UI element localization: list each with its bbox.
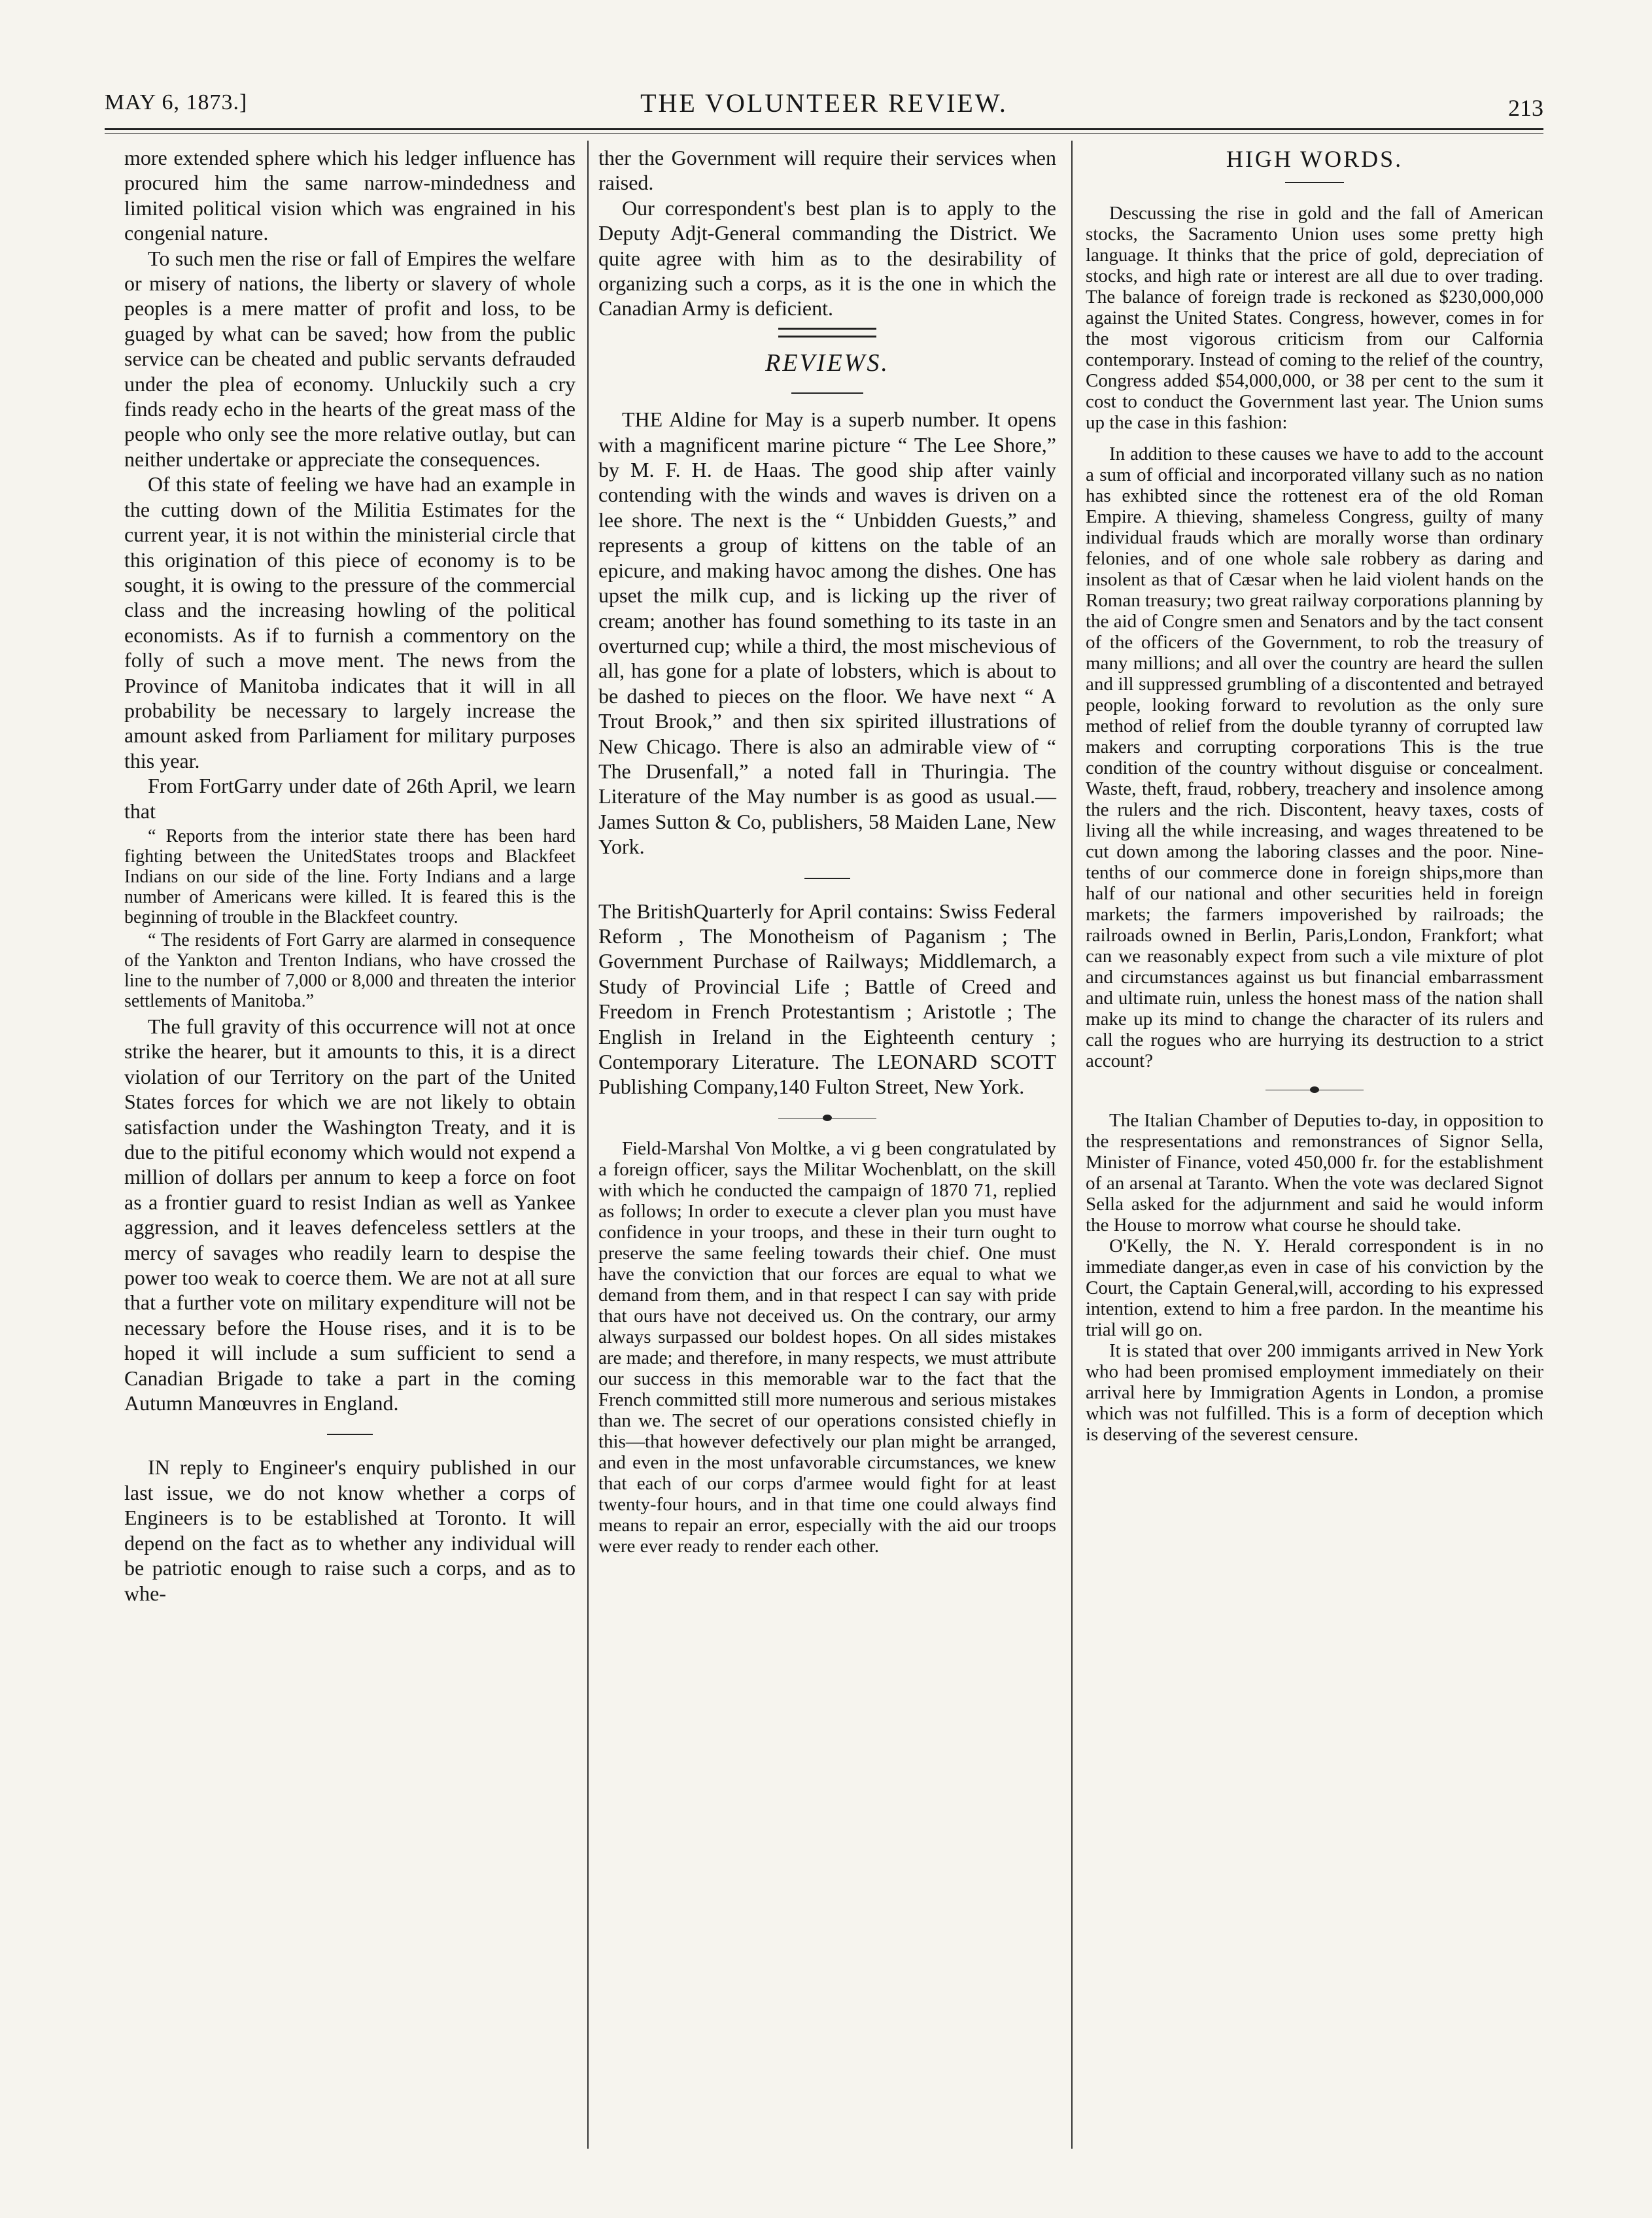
reviews-ornament [598, 328, 1056, 338]
col1-paragraph-1: more extended sphere which his ledger influence has procured him the same narrow-mindedness and limited political vision which was engrained in his congenial nature. [124, 146, 576, 245]
col2-paragraph-2: Our correspondent's best plan is to apply to the Deputy Adjt-General commanding the District. We quite agree with him as to the desirability of organizing such a corps, as it is the one in which the Canadian Army is deficient. [598, 196, 1056, 321]
col1-paragraph-5: The full gravity of this occurrence will not at once strike the hearer, but it amounts to this, it is a direct violation of our Territory on the part of the United States forces for which we are not likely to obtain satisfaction under the Washington Treaty, and it is due to the pitiful economy which would not expend a million of dollars per annum to keep a force on foot as a frontier guard to resist Indian as well as Yankee aggression, and it leaves defenceless settlers at the mercy of savages who readily learn to despise the power too weak to coerce them. We are not at all sure that a further vote on military expenditure will not be necessary before the House rises, and it is to be hoped it will include a sum sufficient to send a Canadian Brigade to take a part in the coming Autumn Manœuvres in England. [124, 1014, 576, 1415]
column-divider-2 [1071, 141, 1073, 2149]
col3-paragraph-2: In addition to these causes we have to add to the account a sum of official and incorporated villany such as no nation has exhibted since the rottenest era of the old Roman Empire. A thieving, shameless Congress, guilty of many individual frauds which are morally worse than ordinary felonies, and of one whole sale robbery as daring and insolent as that of Cæsar when he laid violent hands on the Roman treasury; two great railway corporations planning by the aid of Congre smen and Senators and by the tact consent of the officers of the Government, to rob the treasury of many millions; and all over the country are heard the sullen and ill suppressed grumbling of a discontented and betrayed people, looking forward to revolution as the only sure method of relief from the double tyranny of corrupted law makers and corrupting corporations This is the true condition of the country without disguise or concealment. Waste, theft, fraud, robbery, treachery and insolence among the rulers and the rich. Discontent, heavy taxes, costs of living all the while increasing, and wages threatened to be cut down among the laboring classes and the poor. Nine-tenths of our commerce done in foreign ships,more than half of our national and other securities held in foreign markets; the farmers impoverished by railroads; the railroads owned in Berlin, Paris,London, Frankfort; what can we reasonably expect from such a vile mixture of plot and circumstances against us but financial embarrassment and ultimate ruin, unless the honest mass of the nation shall make up its mind to change the character of its rulers and call the rogues who are hurrying its destruction to a strict account? [1086, 443, 1543, 1072]
page-header [105, 88, 1543, 127]
col2-paragraph-1: ther the Government will require their services when raised. [598, 146, 1056, 195]
column-3 [1086, 145, 1543, 1445]
col2-paragraph-5: Field-Marshal Von Moltke, a vi g been congratulated by a foreign officer, says the Militar Wochenblatt, on the skill with which he conducted the campaign of 1870 71, replied as follows; In order to execute a clever plan you must have confidence in your troops, and these in their turn ought to preserve the same feeling towards their chief. One must have the conviction that our forces are equal to what we demand from them, and in that respect I can say with pride that ours have not deceived us. On the contrary, our army always surpassed our boldest hopes. On all sides mistakes are made; and therefore, in many respects, we must attribute our success in this memorable war to the fact that the French committed still more numerous and serious mistakes than we. The secret of our operations consisted chiefly in this—that however defectively our plan might be arranged, and even in the most unfavorable circumstances, we knew that each of our corps d'armee would fight for at least twenty-four hours, and in that time one could always find means to repair an error, especially with the aid our troops were ever ready to render each other. [598, 1137, 1056, 1557]
column-divider-1 [587, 141, 589, 2149]
reviews-heading: REVIEWS. [765, 349, 889, 377]
issue-date: MAY 6, 1873.] [105, 90, 248, 114]
col1-paragraph-6: IN reply to Engineer's enquiry published in our last issue, we do not know whether a corps of Engineers is to be established at Toronto. It will depend on the fact as to whether any individual will be patriotic enough to raise such a corps, and as to whe- [124, 1455, 576, 1605]
header-rule-thin [105, 133, 1543, 134]
high-words-heading: HIGH WORDS. [1226, 146, 1403, 172]
col1-quote-1: “ Reports from the interior state there has been hard fighting between the UnitedStates troops and Blackfeet Indians on our side of the line. Forty Indians and a large number of Americans were killed. It is feared this is the beginning of trouble in the Blackfeet country. [124, 825, 576, 927]
publication-title: THE VOLUNTEER REVIEW. [640, 88, 1008, 118]
col1-paragraph-3: Of this state of feeling we have had an example in the cutting down of the Militia Estimates for the current year, it is not within the ministerial circle that this origination of this piece of economy is to be sought, it is owing to the pressure of the commercial class and the increasing howling of the political economists. As if to furnish a commentory on the folly of such a move ment. The news from the Province of Manitoba indicates that it will in all probability be necessary to largely increase the amount asked from Parliament for military purposes this year. [124, 472, 576, 772]
column-2 [598, 145, 1056, 1557]
col3-paragraph-3: The Italian Chamber of Deputies to-day, in opposition to the respresentations and remonstrances of Signor Sella, Minister of Finance, voted 450,000 fr. for the establishment of an arsenal at Taranto. When the vote was declared Signot Sella asked for the adjurnment and said he would inform the House to morrow what course he should take. [1086, 1110, 1543, 1236]
col1-paragraph-4: From FortGarry under date of 26th April, we learn that [124, 774, 576, 823]
col3-paragraph-1: Descussing the rise in gold and the fall of American stocks, the Sacramento Union uses some pretty high language. It thinks that the price of gold, depreciation of stocks, and high rate or interest are all due to over trading. The balance of foreign trade is reckoned as $230,000,000 against the United States. Congress, however, comes in for the most vigorous criticism from our Calfornia contemporary. Instead of coming to the relief of the country, Congress added $54,000,000, or 38 per cent to the sum it cost to conduct the Government last year. The Union sums up the case in this fashion: [1086, 203, 1543, 434]
col1-quote-2: “ The residents of Fort Garry are alarmed in consequence of the Yankton and Trenton Indians, who have crossed the line to the number of 7,000 or 8,000 and threaten the interior settlements of Manitoba.” [124, 929, 576, 1011]
reviews-rule [598, 392, 1056, 394]
section-separator [327, 1434, 373, 1435]
col1-paragraph-2: To such men the rise or fall of Empires the welfare or misery of nations, the liberty or slavery of whole peoples is a mere matter of profit and loss, to be guaged by what can be saved; how from the public service can be cheated and public servants defrauded under the plea of economy. Unluckily such a cry finds ready echo in the hearts of the great mass of the people who only see the more relative outlay, but can neither undertake or appreciate the consequences. [124, 246, 576, 471]
column-1 [124, 145, 576, 1606]
section-separator [804, 878, 850, 879]
col2-paragraph-3: THE Aldine for May is a superb number. It opens with a magnificent marine picture “ The Lee Shore,” by M. F. H. de Haas. The good ship after vainly contending with the winds and waves is driven on a lee shore. The next is the “ Unbidden Guests,” and represents a group of kittens on the table of an epicure, and making havoc among the dishes. One has upset the milk cup, and is licking up the river of cream; another has found something to its taste in an overturned cup; while a third, the most mischevious of all, has gone for a plate of lobsters, which is about to be dashed to pieces on the floor. We have next “ A Trout Brook,” and then six spirited illustrations of New Chicago. There is also an admirable view of “ The Drusenfall,” a noted fall in Thuringia. The Literature of the May number is as good as usual.—James Sutton & Co, publishers, 58 Maiden Lane, New York. [598, 407, 1056, 859]
heading-rule [1285, 182, 1344, 183]
col3-paragraph-4: O'Kelly, the N. Y. Herald correspondent is in no immediate danger,as even in case of his conviction by the Court, the Captain General,will, according to his expressed intention, extend to him a free pardon. In the meantime his trial will go on. [1086, 1236, 1543, 1341]
col3-paragraph-5: It is stated that over 200 immigants arrived in New York who had been promised employment immediately on their arrival here by Immigration Agents in London, a promise which was not fulfilled. This is a form of deception which is deserving of the severest censure. [1086, 1340, 1543, 1446]
col2-paragraph-4: The BritishQuarterly for April contains: Swiss Federal Reform , The Monotheism of Paganism ; The Government Purchase of Railways; Middlemarch, a Study of Provincial Life ; Battle of Creed and Freedom in French Protestantism ; Aristotle ; The English in Ireland in the Eighteenth century ; Contemporary Literature. The LEONARD SCOTT Publishing Company,140 Fulton Street, New York. [598, 899, 1056, 1099]
page-number: 213 [1508, 95, 1543, 121]
header-rule [105, 128, 1543, 130]
